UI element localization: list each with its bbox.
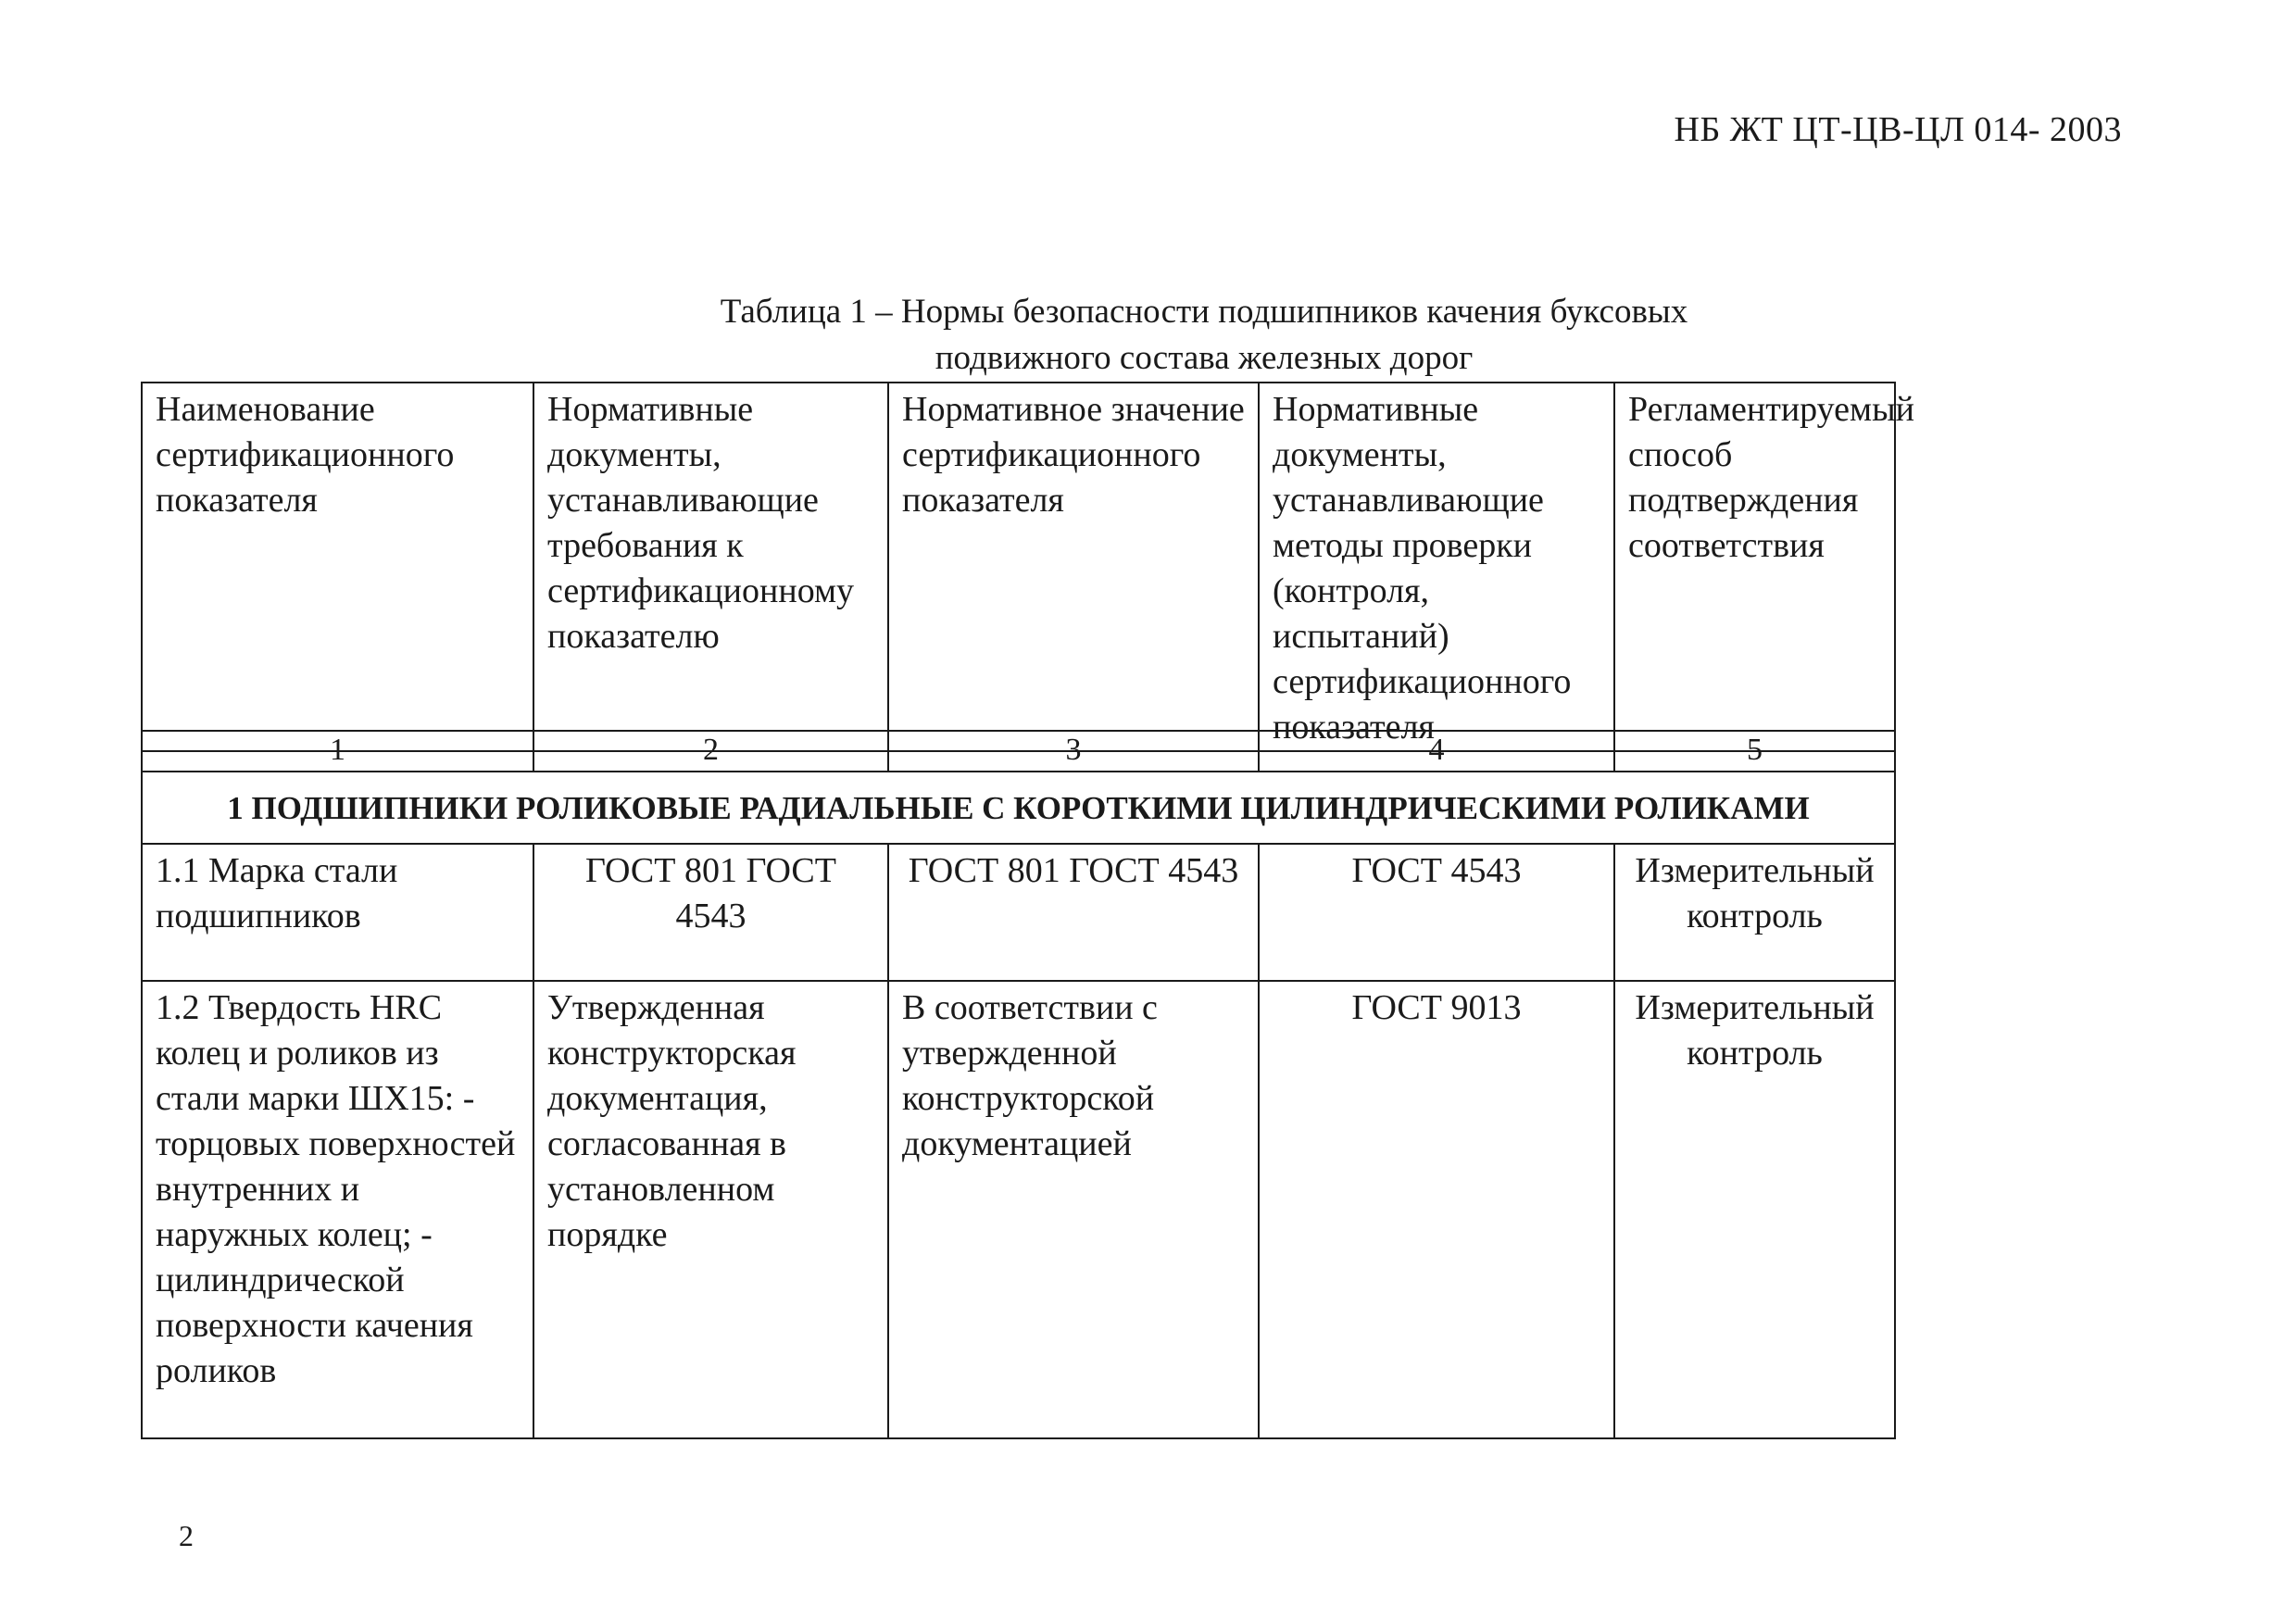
table-body	[141, 730, 1896, 1439]
column-header-confirmation: Регламентируемый способ подтверждения соответствия	[1614, 383, 1895, 751]
cell-name: 1.1 Марка стали подшипников	[142, 844, 533, 981]
table-header	[141, 382, 1914, 752]
column-header-name: Наименование сертификационного показателя	[142, 383, 533, 751]
column-number: 4	[1259, 731, 1614, 772]
cell-method-docs: ГОСТ 9013	[1259, 981, 1614, 1438]
column-number-row	[142, 731, 1895, 772]
cell-normative-value: ГОСТ 801 ГОСТ 4543	[888, 844, 1259, 981]
cell-requirement-docs: Утвержденная конструкторская документация, согласованная в установленном порядке	[533, 981, 888, 1438]
caption-line-2: подвижного состава железных дорог	[935, 339, 1474, 377]
column-number: 5	[1614, 731, 1895, 772]
caption-line-1: Таблица 1 – Нормы безопасности подшипников качения буксовых	[720, 293, 1688, 331]
column-header-method-docs: Нормативные документы, устанавливающие методы проверки (контроля, испытаний) сертификационного показателя	[1259, 383, 1614, 751]
table-row	[142, 844, 1895, 981]
header-row	[142, 383, 1895, 751]
section-row	[142, 772, 1895, 844]
column-number: 1	[142, 731, 533, 772]
cell-confirmation: Измерительный контроль	[1614, 981, 1895, 1438]
document-code: НБ ЖТ ЦТ-ЦВ-ЦЛ 014- 2003	[1674, 110, 2122, 149]
column-number: 3	[888, 731, 1259, 772]
column-header-normative-value: Нормативное значение сертификационного показателя	[888, 383, 1259, 751]
cell-requirement-docs: ГОСТ 801 ГОСТ 4543	[533, 844, 888, 981]
cell-name: 1.2 Твердость HRC колец и роликов из стали марки ШХ15: - торцовых поверхностей внутренних и наружных колец; - цилиндрической поверхности качения роликов	[142, 981, 533, 1438]
table-caption	[537, 289, 1871, 382]
cell-normative-value: В соответствии с утвержденной конструкторской документацией	[888, 981, 1259, 1438]
section-title: 1 ПОДШИПНИКИ РОЛИКОВЫЕ РАДИАЛЬНЫЕ С КОРОТКИМИ ЦИЛИНДРИЧЕСКИМИ РОЛИКАМИ	[142, 772, 1895, 844]
column-number: 2	[533, 731, 888, 772]
table-row	[142, 981, 1895, 1438]
cell-method-docs: ГОСТ 4543	[1259, 844, 1614, 981]
cell-confirmation: Измерительный контроль	[1614, 844, 1895, 981]
page-number: 2	[179, 1519, 194, 1552]
column-header-requirement-docs: Нормативные документы, устанавливающие требования к сертификационному показателю	[533, 383, 888, 751]
